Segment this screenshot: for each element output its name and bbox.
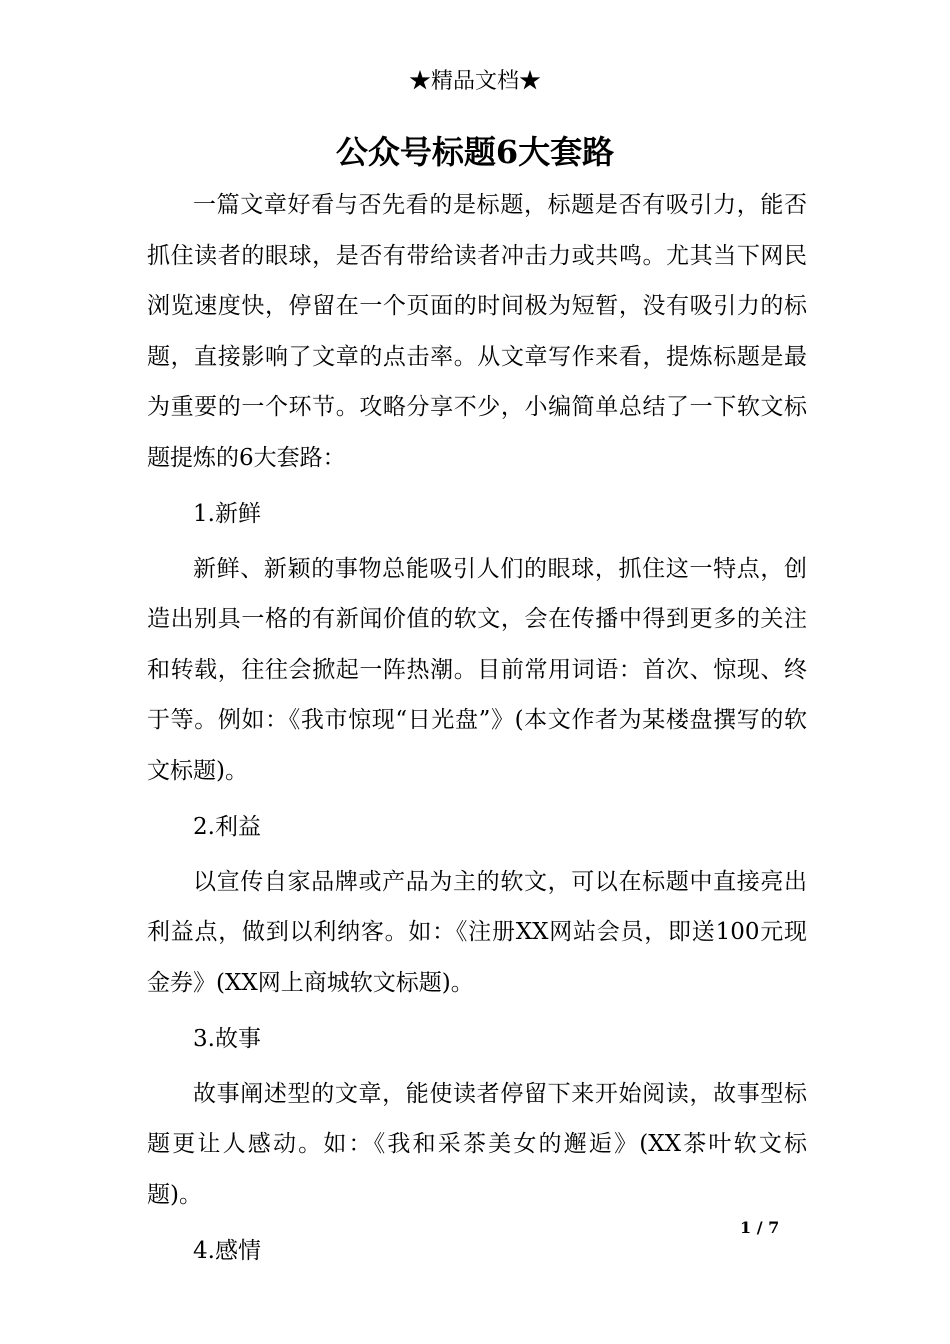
- document-title: 公众号标题6大套路: [335, 133, 615, 171]
- section-paragraph-2: 以宣传自家品牌或产品为主的软文，可以在标题中直接亮出利益点，做到以利纳客。如：《注册XX网站会员，即送100元现金券》(XX网上商城软文标题)。: [147, 868, 807, 996]
- intro-paragraph: 一篇文章好看与否先看的是标题，标题是否有吸引力，能否抓住读者的眼球，是否有带给读者冲击力或共鸣。尤其当下网民浏览速度快，停留在一个页面的时间极为短暂，没有吸引力的标题，直接影响了文章的点击率。从文章写作来看，提炼标题是最为重要的一个环节。攻略分享不少，小编简单总结了一下软文标题提炼的6大套路：: [147, 192, 807, 471]
- section-paragraph-3: 故事阐述型的文章，能使读者停留下来开始阅读，故事型标题更让人感动。如：《我和采茶美女的邂逅》(XX茶叶软文标题)。: [147, 1080, 807, 1208]
- section-heading-1: 1.新鲜: [193, 501, 261, 527]
- section-paragraph-1: 新鲜、新颖的事物总能吸引人们的眼球，抓住这一特点，创造出别具一格的有新闻价值的软文，会在传播中得到更多的关注和转载，往往会掀起一阵热潮。目前常用词语：首次、惊现、终于等。例如：《我市惊现“日光盘”》(本文作者为某楼盘撰写的软文标题)。: [147, 555, 807, 784]
- page-number: 1 / 7: [740, 1218, 780, 1237]
- page-header: ★精品文档★: [408, 69, 541, 94]
- section-heading-3: 3.故事: [193, 1026, 261, 1052]
- section-heading-4: 4.感情: [193, 1238, 261, 1264]
- section-heading-2: 2.利益: [193, 814, 261, 840]
- document-body: [147, 180, 807, 1281]
